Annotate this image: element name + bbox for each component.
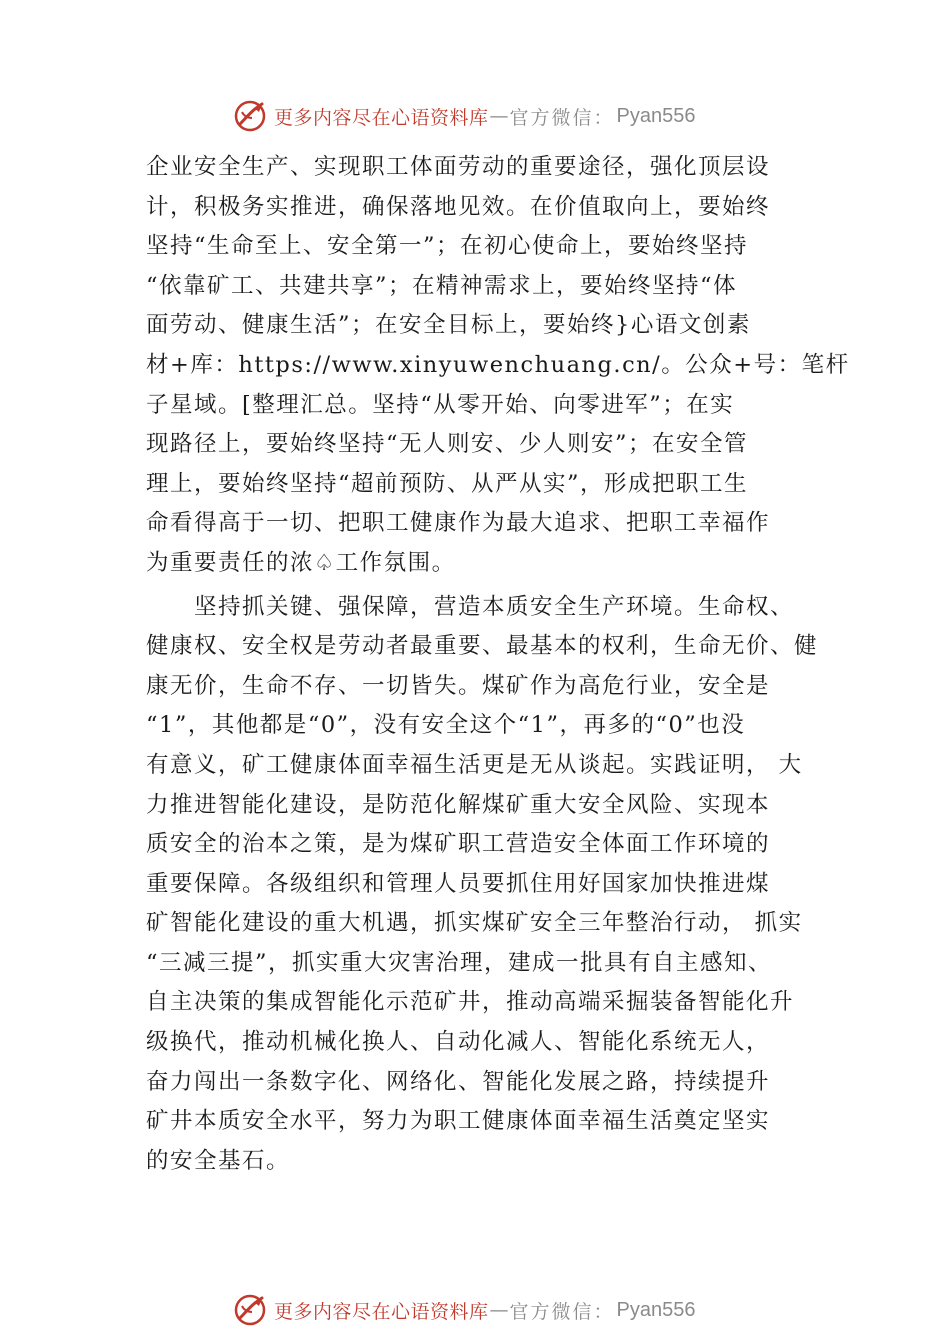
official-wechat-label: 官方微信： [509,1300,615,1323]
text-line: 现路径上，要始终坚持“无人则安、少人则安”；在安全管 [146,431,749,458]
text-line: 坚持“生命至上、安全第一”；在初心使命上，要始终坚持 [146,233,749,260]
text-line: “依靠矿工、共建共享”；在精神需求上，要始终坚持“体 [146,272,738,299]
text-line: 自主决策的集成智能化示范矿井，推动高端采掘装备智能化升 [146,989,795,1016]
text-line: 矿智能化建设的重大机遇，抓实煤矿安全三年整治行动， 抓实 [146,910,803,937]
paragraph-1 [146,148,850,584]
text-line: 有意义，矿工健康体面幸福生活更是无从谈起。实践证明， 大 [146,751,803,778]
text-line: 奋力闯出一条数字化、网络化、智能化发展之路，持续提升 [146,1068,771,1095]
text-line: “1”，其他都是“0”，没有安全这个“1”，再多的“0”也没 [146,712,746,739]
brand-name: 更多内容尽在心语资料库 [274,1300,489,1323]
brand-name: 更多内容尽在心语资料库 [274,106,489,129]
text-line: 质安全的治本之策，是为煤矿职工营造安全体面工作环境的 [146,831,771,858]
text-line: 企业安全生产、实现职工体面劳动的重要途径，强化顶层设 [146,154,771,180]
banner-dash: — [489,1299,509,1321]
text-line: 面劳动、健康生活”；在安全目标上，要始终}心语文创素 [146,312,751,339]
text-line: 健康权、安全权是劳动者最重要、最基本的权利，生命无价、健 [146,633,819,660]
brand-logo-icon [232,1292,268,1328]
text-line: 命看得高于一切、把职工健康作为最大追求、把职工幸福作 [146,510,771,537]
text-line: “三减三提”，抓实重大灾害治理，建成一批具有自主感知、 [146,949,773,976]
text-line: 理上，要始终坚持“超前预防、从严从实”，形成把职工生 [146,470,749,497]
document-body [146,148,850,1181]
text-line: 计，积极务实推进，确保落地见效。在价值取向上，要始终 [146,193,771,220]
text-line: 材+库：https://www.xinyuwenchuang.cn/。公众+号：笔杆 [146,351,850,378]
text-line: 重要保障。各级组织和管理人员要抓住用好国家加快推进煤 [146,870,771,897]
official-wechat-label: 官方微信： [509,106,615,129]
header-banner [232,96,696,136]
wechat-id: Pyan556 [616,1298,696,1321]
banner-dash: — [489,105,509,127]
text-line: 矿井本质安全水平，努力为职工健康体面幸福生活奠定坚实 [146,1108,771,1135]
text-line: 级换代，推动机械化换人、自动化减人、智能化系统无人， [146,1029,771,1056]
paragraph-2 [146,588,826,1182]
text-line: 的安全基石。 [146,1147,291,1174]
text-line: 为重要责任的浓♤工作氛围。 [146,549,456,576]
text-line: 力推进智能化建设，是防范化解煤矿重大安全风险、实现本 [146,791,771,818]
wechat-id: Pyan556 [616,104,696,127]
text-line: 子星域。[整理汇总。坚持“从零开始、向零进军”；在实 [146,391,735,418]
brand-logo-icon [232,98,268,134]
text-line: 康无价，生命不存、一切皆失。煤矿作为高危行业，安全是 [146,672,771,699]
text-line: 坚持抓关键、强保障，营造本质安全生产环境。生命权、 [194,593,795,620]
footer-banner [232,1290,696,1330]
